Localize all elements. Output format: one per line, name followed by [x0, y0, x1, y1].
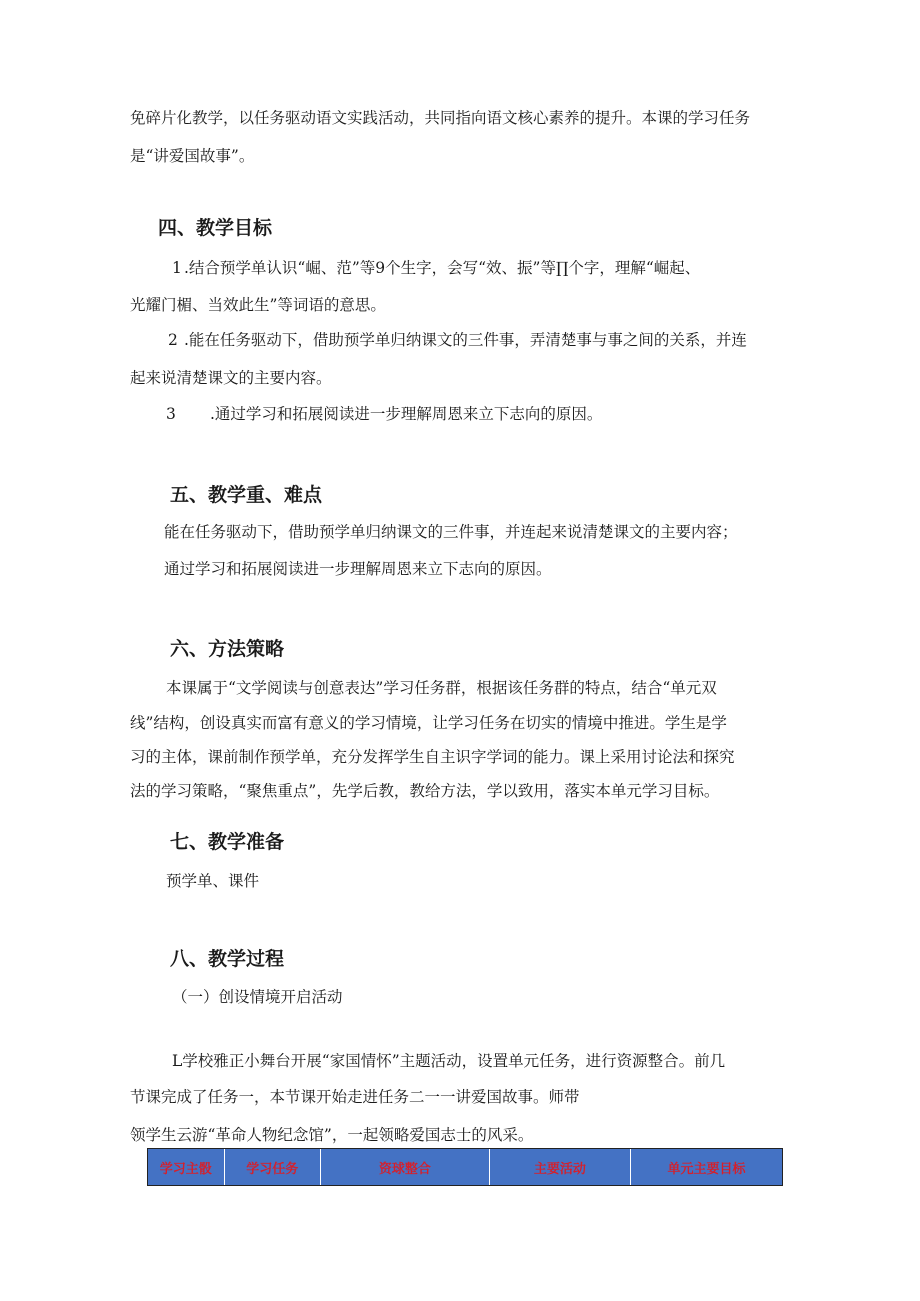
section-6-line-4: 法的学习策略，“聚焦重点”，先学后教，教给方法，学以致用，落实本单元学习目标。	[130, 782, 720, 800]
table-header-cell: 资球整合	[321, 1149, 490, 1185]
section-6-line-2: 线”结构，创设真实而富有意义的学习情境，让学习任务在切实的情境中推进。学生是学	[130, 714, 727, 732]
section-8-line-1: L学校雅正小舞台开展“家国情怀”主题活动，设置单元任务，进行资源整合。前几	[172, 1052, 726, 1070]
activity-table-header	[147, 1148, 783, 1186]
section-4-title: 四、教学目标	[158, 217, 273, 239]
goal-2-line-1: .能在任务驱动下，借助预学单归纳课文的三件事，弄清楚事与事之间的关系，并连	[184, 331, 747, 349]
goal-1-line-1: .结合预学单认识“崛、范”等9个生字，会写“效、振”等∏个字，理解“崛起、	[184, 259, 701, 277]
section-6-line-3: 习的主体，课前制作预学单，充分发挥学生自主识字学词的能力。课上采用讨论法和探究	[130, 748, 735, 766]
goal-1-number: 1	[172, 259, 182, 277]
section-5-line-2: 通过学习和拓展阅读进一步理解周恩来立下志向的原因。	[164, 560, 552, 578]
section-6-line-1: 本课属于“文学阅读与创意表达”学习任务群，根据该任务群的特点，结合“单元双	[166, 679, 717, 697]
table-header-cell: 学习任务	[225, 1149, 321, 1185]
section-8-line-2: 节课完成了任务一，本节课开始走进任务二一一讲爱国故事。师带	[130, 1088, 580, 1106]
table-header-cell: 主要活动	[490, 1149, 631, 1185]
section-7-text: 预学单、课件	[166, 872, 260, 890]
section-7-title: 七、教学准备	[170, 831, 285, 853]
section-5-line-1: 能在任务驱动下，借助预学单归纳课文的三件事，并连起来说清楚课文的主要内容；	[164, 523, 738, 541]
intro-line-2: 是“讲爱国故事”。	[130, 147, 255, 165]
goal-2-line-2: 起来说清楚课文的主要内容。	[130, 369, 332, 387]
goal-3-number: 3	[166, 405, 176, 423]
section-8-subtitle: （一）创设情境开启活动	[172, 988, 343, 1006]
table-header-cell: 学习主骰	[148, 1149, 225, 1185]
goal-1-line-2: 光耀门楣、当效此生”等词语的意思。	[130, 296, 386, 314]
section-8-title: 八、教学过程	[170, 948, 285, 970]
section-8-line-3: 领学生云游“革命人物纪念馆”，一起领略爱国志士的风采。	[130, 1126, 534, 1144]
section-6-title: 六、方法策略	[170, 638, 285, 660]
goal-3-line-1: .通过学习和拓展阅读进一步理解周恩来立下志向的原因。	[210, 405, 603, 423]
table-header-cell: 单元主要目标	[631, 1149, 782, 1185]
goal-2-number: 2	[168, 331, 178, 349]
intro-line-1: 免碎片化教学，以任务驱动语文实践活动，共同指向语文核心素养的提升。本课的学习任务	[130, 109, 751, 127]
section-5-title: 五、教学重、难点	[170, 484, 323, 506]
